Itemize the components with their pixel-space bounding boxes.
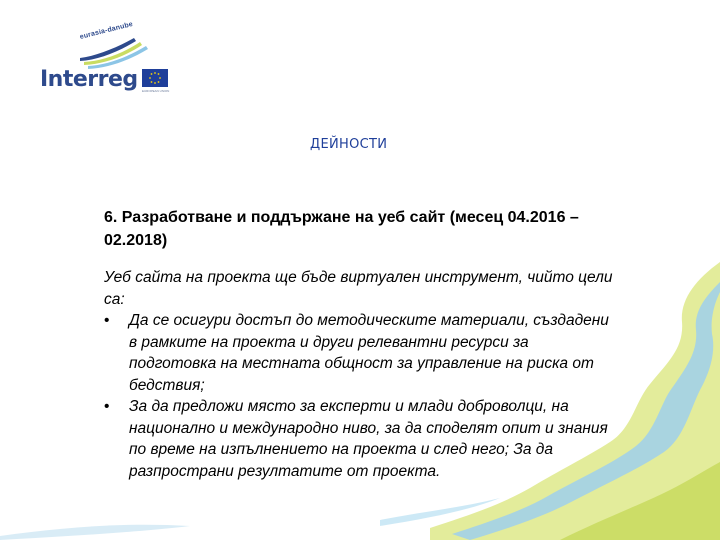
slide-title: ДЕЙНОСТИ xyxy=(310,137,388,152)
intro-paragraph: Уеб сайта на проекта ще бъде виртуален инструмент, чийто цели са: xyxy=(104,269,613,308)
bullet-icon: • xyxy=(104,312,110,329)
river-tail xyxy=(0,525,190,540)
eu-flag-icon xyxy=(142,69,168,87)
bullet-icon: • xyxy=(104,398,110,415)
logo-tagline: eurasia-danube xyxy=(79,20,134,41)
list-item xyxy=(104,310,614,396)
interreg-logo xyxy=(40,20,180,100)
flag-caption: EUROPEAN UNION xyxy=(142,89,170,93)
list-item xyxy=(104,396,614,482)
list-item-text: За да предложи място за експерти и млади доброволци, на национално и международно ниво, за да споделят опит и знания по време на изпълнението на проекта и след него; За да разпространи резултатите от проекта. xyxy=(129,398,608,480)
body-text xyxy=(104,267,614,482)
logo-wordmark: Interreg xyxy=(40,67,138,92)
section-heading: 6. Разработване и поддържане на уеб сайт (месец 04.2016 – 02.2018) xyxy=(104,209,579,249)
list-item-text: Да се осигури достъп до методическите материали, създадени в рамките на проекта и други релевантни ресурси за подготовка на местната общност за управление на риска от бедствия; xyxy=(129,312,609,394)
bullet-list xyxy=(104,310,614,482)
